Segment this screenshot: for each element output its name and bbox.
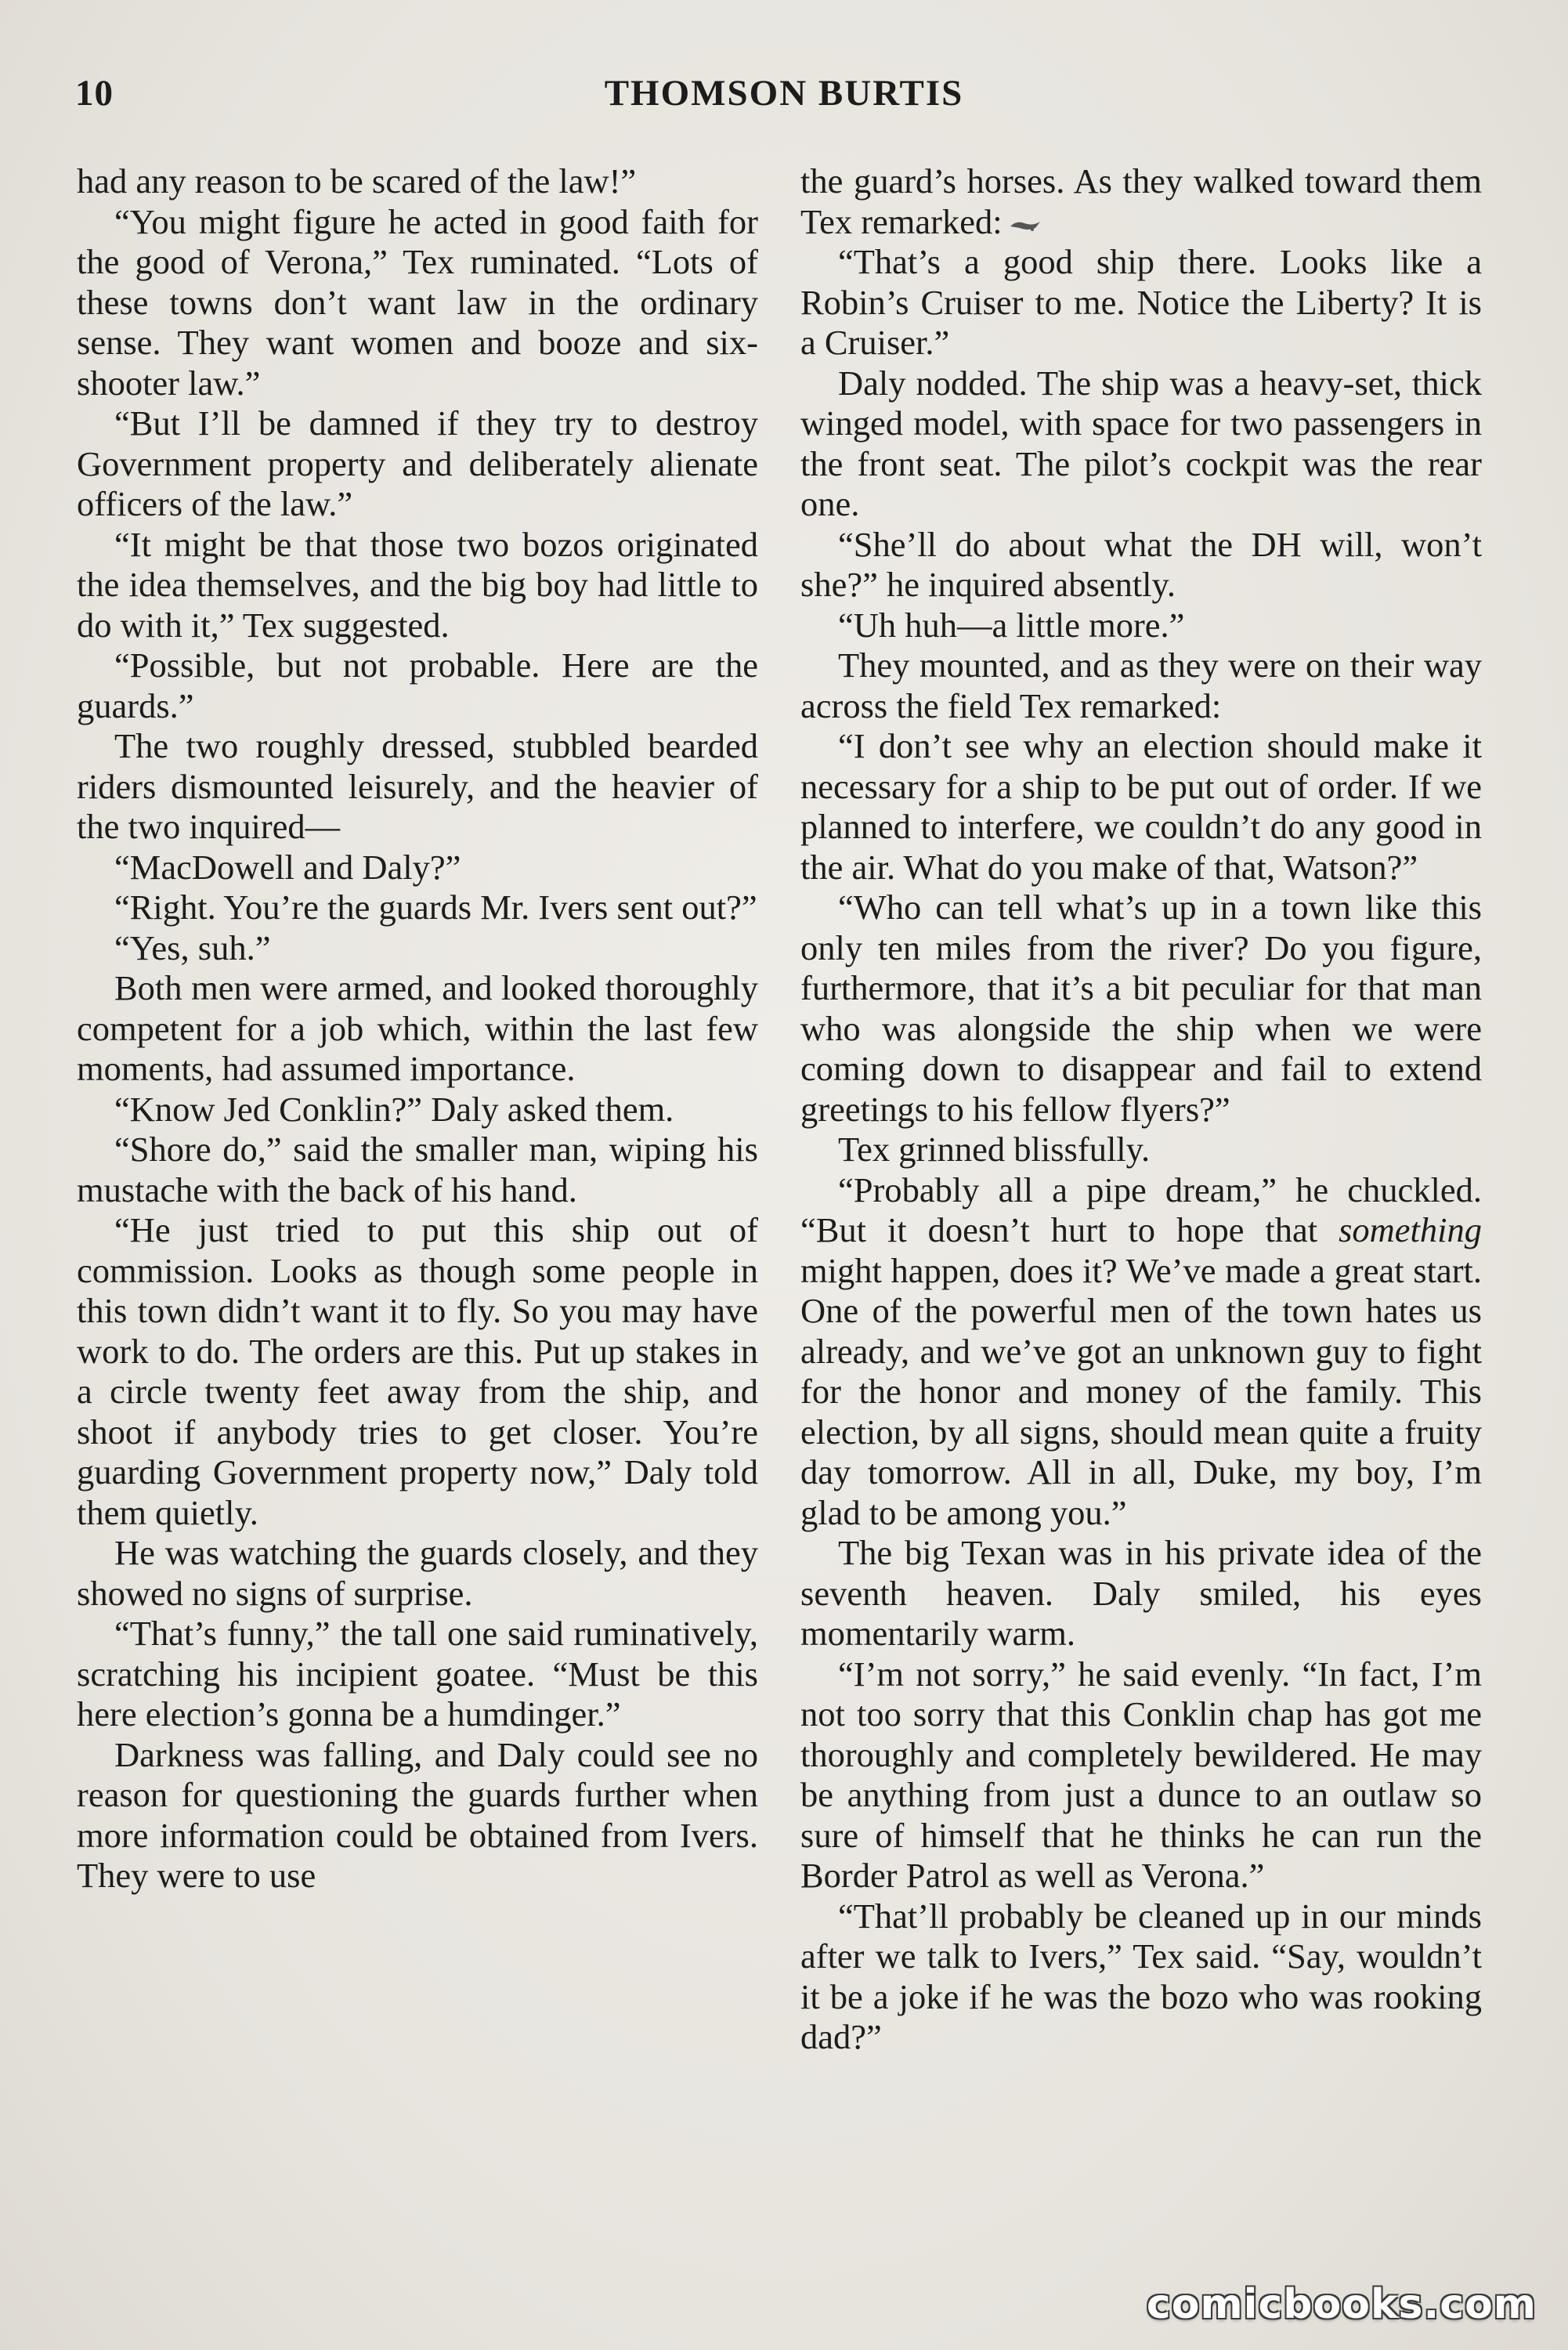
ink-smudge-icon [1009, 217, 1042, 233]
left-column [77, 161, 758, 2292]
right-column [800, 161, 1482, 2292]
paragraph: “Right. You’re the guards Mr. Ivers sent out?” [114, 888, 757, 927]
paragraph: Both men were armed, and looked thoroughly competent for a job which, within the last few moments, had assumed importance. [77, 968, 758, 1088]
paragraph: Tex grinned blissfully. [838, 1130, 1151, 1169]
paragraph: “Who can tell what’s up in a town like this only ten miles from the river? Do you figure, furthermore, that it’s a bit peculiar for that man who was alongside the ship when we were coming down to disappear and fail to extend greetings to his fellow flyers?” [800, 888, 1482, 1129]
paragraph: The two roughly dressed, stubbled bearded riders dismounted leisurely, and the heavier of the two inquired— [77, 726, 758, 846]
paragraph: “He just tried to put this ship out of commission. Looks as though some people in this town didn’t want it to fly. So you may have work to do. The orders are this. Put up stakes in a circle twenty feet away from the ship, and shoot if anybody tries to get closer. You’re guarding Government property now,” Daly told them quietly. [77, 1210, 758, 1532]
paragraph: “Know Jed Conklin?” Daly asked them. [114, 1089, 674, 1129]
paragraph: “It might be that those two bozos originated the idea themselves, and the big boy had little to do with it,” Tex suggested. [77, 524, 758, 645]
paragraph-text: the guard’s horses. As they walked toward them Tex remarked: [800, 161, 1482, 241]
paragraph: “She’ll do about what the DH will, won’t she?” he inquired absently. [800, 524, 1482, 604]
paragraph: They mounted, and as they were on their way across the field Tex remarked: [800, 645, 1482, 725]
page-number: 10 [75, 73, 114, 114]
paragraph: “Possible, but not probable. Here are the guards.” [77, 645, 758, 725]
paragraph: “That’s a good ship there. Looks like a Robin’s Cruiser to me. Notice the Liberty? It is a Cruiser.” [800, 242, 1482, 362]
paragraph: “That’s funny,” the tall one said ruminatively, scratching his incipient goatee. “Must be this here election’s gonna be a humdinger.” [77, 1614, 758, 1734]
paragraph-with-emphasis [800, 1170, 1482, 1534]
site-watermark: comicbooks.com [1146, 2281, 1537, 2328]
paragraph: The big Texan was in his private idea of the seventh heaven. Daly smiled, his eyes momentarily warm. [800, 1533, 1482, 1653]
paragraph-text: might happen, does it? We’ve made a great start. One of the powerful men of the town hates us already, and we’ve got an unknown guy to fight for the honor and money of the family. This election, by all signs, should mean quite a fruity day tomorrow. All in all, Duke, my boy, I’m glad to be among you.” [800, 1250, 1482, 1532]
page-header [75, 72, 1493, 127]
emphasized-word: something [1339, 1210, 1482, 1249]
running-head: THOMSON BURTIS [604, 73, 964, 114]
paragraph: “That’ll probably be cleaned up in our minds after we talk to Ivers,” Tex said. “Say, wouldn’t it be a joke if he was the bozo who was rooking dad?” [800, 1896, 1482, 2056]
paragraph: Daly nodded. The ship was a heavy-set, thick winged model, with space for two passengers in the front seat. The pilot’s cockpit was the rear one. [800, 363, 1482, 523]
paragraph [800, 161, 1482, 242]
paragraph: “I’m not sorry,” he said evenly. “In fact, I’m not too sorry that this Conklin chap has got me thoroughly and completely bewildered. He may be anything from just a dunce to an outlaw so sure of himself that he thinks he can run the Border Patrol as well as Verona.” [800, 1654, 1482, 1895]
paragraph-text: “Probably all a pipe dream,” he chuckled. “But it doesn’t hurt to hope that [800, 1170, 1482, 1249]
paragraph: had any reason to be scared of the law!” [77, 161, 637, 201]
paragraph: “But I’ll be damned if they try to destroy Government property and deliberately alienate officers of the law.” [77, 403, 758, 523]
paragraph: “Shore do,” said the smaller man, wiping his mustache with the back of his hand. [77, 1130, 758, 1209]
paragraph: He was watching the guards closely, and they showed no signs of surprise. [77, 1533, 758, 1613]
paragraph: “Uh huh—a little more.” [838, 605, 1185, 645]
paragraph: Darkness was falling, and Daly could see no reason for questioning the guards further when more information could be obtained from Ivers. They were to use [77, 1734, 758, 1895]
paragraph: “Yes, suh.” [114, 927, 271, 967]
paragraph: “I don’t see why an election should make it necessary for a ship to be put out of order. If we planned to interfere, we couldn’t do any good in the air. What do you make of that, Watson?” [800, 726, 1482, 887]
paragraph: “You might figure he acted in good faith for the good of Verona,” Tex ruminated. “Lots of these towns don’t want law in the ordinary sense. They want women and booze and six-shooter law.” [77, 201, 758, 403]
paragraph: “MacDowell and Daly?” [114, 847, 461, 887]
